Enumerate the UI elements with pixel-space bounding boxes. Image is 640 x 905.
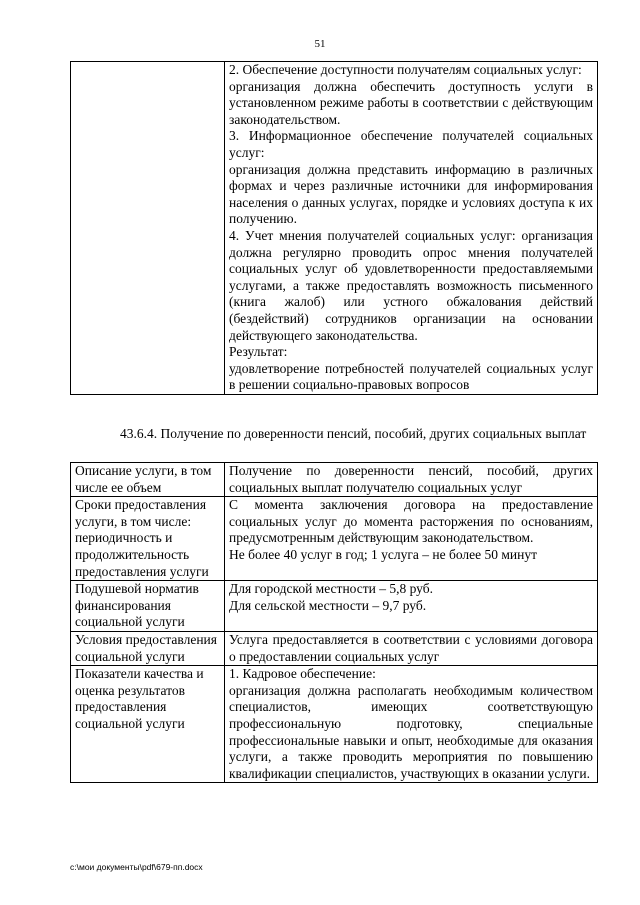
footer-file-path: c:\мои документы\pdf\679-пп.docx xyxy=(70,862,203,872)
row-label: Описание услуги, в том числе ее объем xyxy=(71,463,225,497)
top-table xyxy=(70,61,598,395)
paragraph: Для городской местности – 5,8 руб. xyxy=(229,581,434,597)
paragraph: Результат: xyxy=(229,344,288,360)
section-heading: 43.6.4. Получение по доверенности пенсий, пособий, других социальных выплат xyxy=(120,426,587,441)
service-table xyxy=(70,462,598,783)
row-label: Условия предоставления социальной услуги xyxy=(71,631,225,665)
paragraph: организация должна располагать необходимым количеством специалистов, имеющих соответствующую профессиональную подготовку, специальные профессиональные навыки и опыт, необходимые для оказания услуги, а также проводить мероприятия по повышению квалификации специалистов, участвующих в оказании услуги. xyxy=(229,682,593,781)
table-row xyxy=(71,463,598,497)
table-row xyxy=(71,631,598,665)
row-content xyxy=(225,666,598,783)
paragraph: Получение по доверенности пенсий, пособий, других социальных выплат получателю социальных услуг xyxy=(229,463,593,495)
row-content xyxy=(225,463,598,497)
paragraph: 4. Учет мнения получателей социальных услуг: организация должна регулярно проводить опрос мнения получателей социальных услуг об удовлетворенности предоставляемыми услугами, а также предоставлять возможность письменного (книга жалоб) или устного обжалования действий (бездействий) сотрудников организации на основании действующего законодательства. xyxy=(229,227,593,343)
table-cell-content xyxy=(225,62,598,395)
paragraph: С момента заключения договора на предоставление социальных услуг до момента расторжения по основаниям, предусмотренным действующим законодательством. xyxy=(229,497,593,546)
paragraph: организация должна обеспечить доступность услуги в установленном режиме работы в соответствии с действующим законодательством. xyxy=(229,78,593,127)
paragraph: 1. Кадровое обеспечение: xyxy=(229,666,376,682)
page-number: 51 xyxy=(314,38,326,50)
row-content xyxy=(225,581,598,632)
paragraph: Не более 40 услуг в год; 1 услуга – не более 50 минут xyxy=(229,546,538,562)
table-cell-label xyxy=(71,62,225,395)
table-row xyxy=(71,497,598,581)
paragraph: 2. Обеспечение доступности получателям социальных услуг: xyxy=(229,62,582,77)
row-label: Показатели качества и оценка результатов предоставления социальной услуги xyxy=(71,666,225,783)
row-label: Подушевой норматив финансирования социальной услуги xyxy=(71,581,225,632)
paragraph: удовлетворение потребностей получателей социальных услуг в решении социально-правовых вопросов xyxy=(229,360,593,393)
row-content xyxy=(225,497,598,581)
paragraph: 3. Информационное обеспечение получателей социальных услуг: xyxy=(229,128,593,160)
row-label: Сроки предоставления услуги, в том числе: периодичность и продолжительность предоставления услуги xyxy=(71,497,225,581)
row-content xyxy=(225,631,598,665)
paragraph: Для сельской местности – 9,7 руб. xyxy=(229,597,427,613)
table-row xyxy=(71,62,598,395)
paragraph: организация должна представить информацию в различных формах и через различные источники для информирования населения о данных услугах, порядке и условиях доступа к их получению. xyxy=(229,161,593,227)
paragraph: Услуга предоставляется в соответствии с условиями договора о предоставлении социальных услуг xyxy=(229,631,593,664)
table-row xyxy=(71,581,598,632)
table-row xyxy=(71,666,598,783)
